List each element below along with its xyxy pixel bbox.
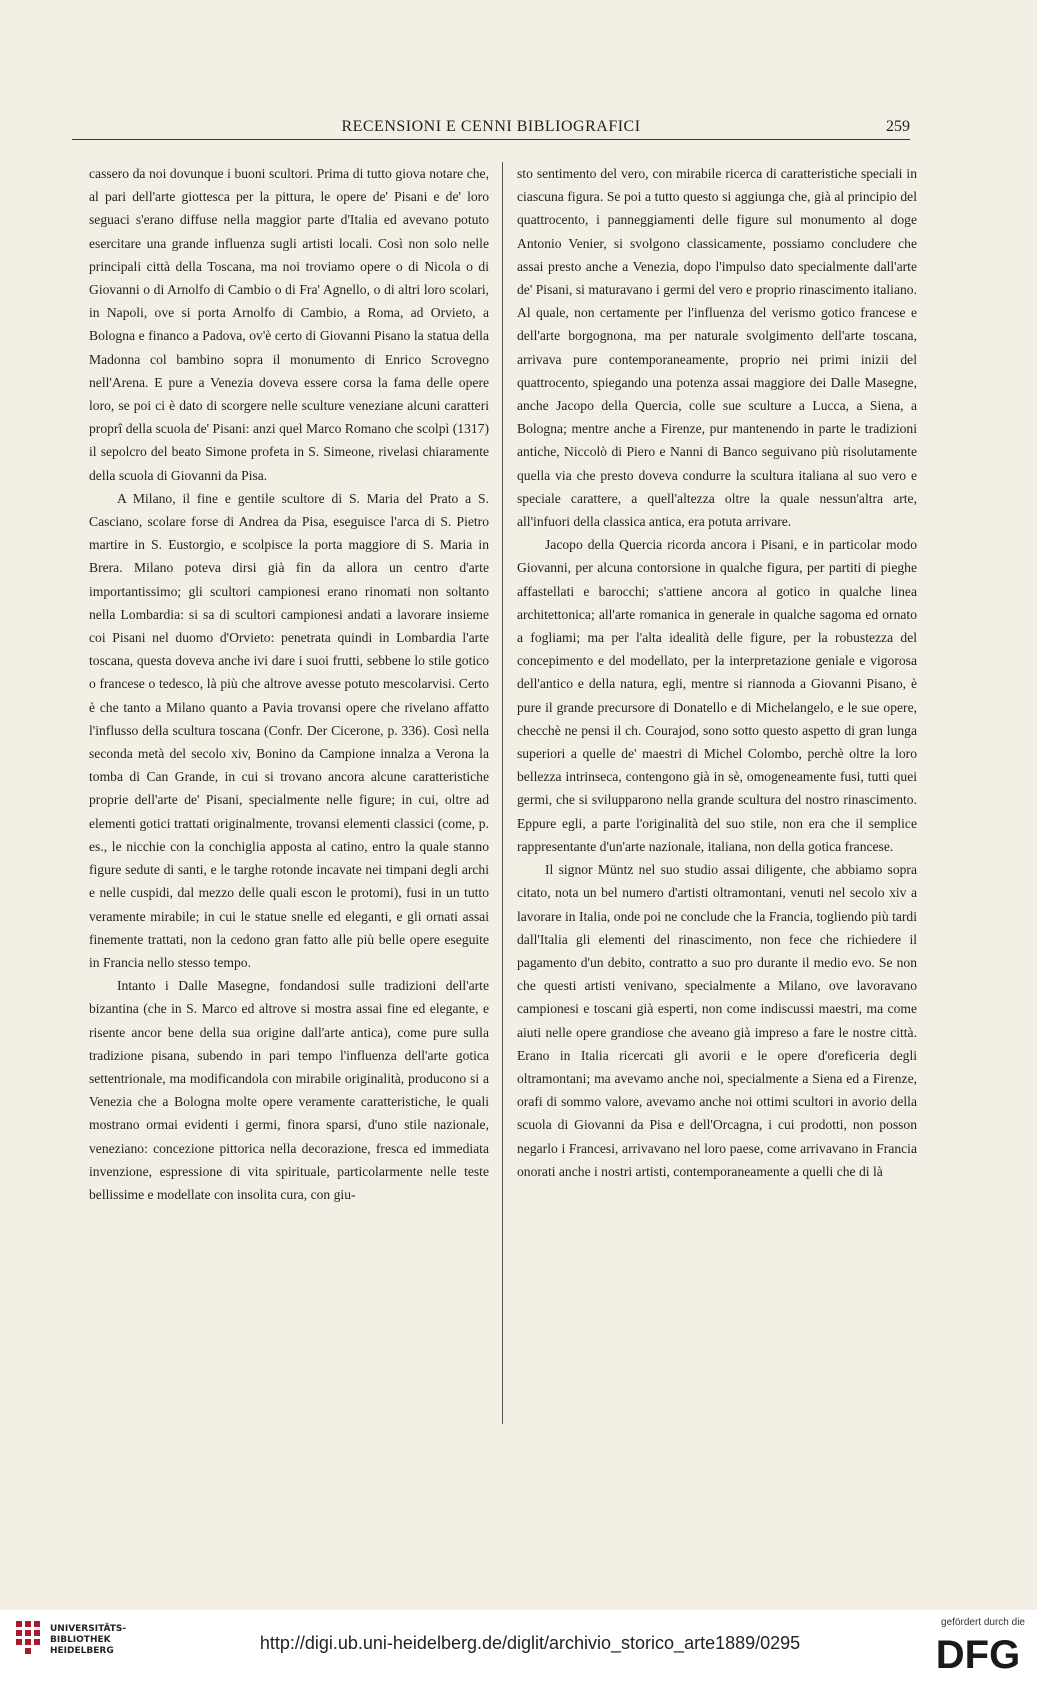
library-name-line: UNIVERSITÄTS-: [50, 1624, 127, 1634]
library-name-line: HEIDELBERG: [50, 1646, 114, 1656]
column-divider: [502, 162, 503, 1424]
page-number: 259: [886, 118, 910, 135]
library-name-line: BIBLIOTHEK: [50, 1635, 111, 1645]
running-title: RECENSIONI E CENNI BIBLIOGRAFICI: [341, 118, 641, 135]
dfg-logo-text: DFG: [935, 1633, 1021, 1672]
paragraph: Il signor Müntz nel suo studio assai diligente, che abbiamo sopra citato, nota un bel numero d'artisti oltramontani, venuti nel secolo xiv a lavorare in Italia, onde poi ne conclude che la Francia, togliendo più tardi dall'Italia gli elementi del rinascimento, non fece che richiedere il pagamento d'un debito, contratto a suo pro durante il medio evo. Se non che questi artisti venivano, specialmente a Milano, ove lavoravano campionesi e toscani già esperti, non come indiscussi maestri, ma come aiuti nelle opere grandiose che aveano già impreso a fare le nostre città. Erano in Italia ricercati gli avorii e le opere d'oreficeria degli oltramontani; ma avevamo anche noi, specialmente a Siena ed a Firenze, orafi di sommo valore, avevamo anche noi ottimi scultori in avorio della scuola di Giovanni da Pisa e dell'Orcagna, i cui prodotti, non posson negarlo i Francesi, arrivavano nel loro paese, come arrivavano in Francia onorati anche i nostri artisti, contemporaneamente a quelli che di là: [517, 862, 917, 1179]
paragraph: Jacopo della Quercia ricorda ancora i Pisani, e in particolar modo Giovanni, per alcuna contorsione in qualche figura, per partiti di pieghe affastellati e barocchi; s'attiene ancora al gotico in qualche linea architettonica; all'arte romanica in generale in qualche sagoma ed ornato a fogliami; ma per l'alta idealità delle figure, per la robustezza del concepimento e del modellato, per la interpretazione geniale e vigorosa dell'antico e della natura, egli, mentre si riannoda a Giovanni Pisano, è pure il grande precursore di Donatello e di Michelangelo, e le sue opere, checchè ne pensi il ch. Courajod, sono sotto questo aspetto di gran lunga superiori a quelle de' maestri di Michel Colombo, perchè oltre la loro bellezza intrinseca, contengono già in sè, omogeneamente fusi, tutti quei germi, che si svilupparono nella grande scultura del nostro rinascimento. Eppure egli, a parte l'originalità del suo stile, non era che il semplice rappresentante d'un'arte nazionale, italiana, non della gotica francese.: [517, 537, 917, 854]
paragraph: cassero da noi dovunque i buoni scultori. Prima di tutto giova notare che, al pari dell'arte giottesca per la pittura, le opere de' Pisani e de' loro seguaci s'erano diffuse nella maggior parte d'Italia ed avevano potuto esercitare una grande influenza sugli artisti locali. Così non solo nelle principali città della Toscana, ma noi troviamo opere o di Nicola o di Giovanni o di Arnolfo di Cambio o di Fra' Agnello, o di altri loro scolari, in Napoli, ove si porta Arnolfo di Cambio, a Roma, ad Orvieto, a Bologna e financo a Padova, ov'è certo di Giovanni Pisano la statua della Madonna col bambino sopra il monumento di Enrico Scrovegno nell'Arena. E pure a Venezia doveva essere corsa la fama delle opere loro, se poi ci è dato di scorgere nelle sculture veneziane alcuni caratteri proprî della scuola de' Pisani: anzi quel Marco Romano che scolpì (1317) il sepolcro del beato Simone profeta in S. Simeone, rivelasi chiaramente della scuola di Giovanni da Pisa.: [89, 166, 489, 483]
university-library-logo-icon: [14, 1619, 42, 1659]
left-column: [89, 162, 489, 1206]
header-rule: [72, 139, 910, 140]
paragraph: Intanto i Dalle Masegne, fondandosi sulle tradizioni dell'arte bizantina (che in S. Marco ed altrove si mostra assai fine ed elegante, e risente ancor bene della sua origine dall'arte antica), come pure sulla tradizione pisana, subendo in pari tempo l'influenza dell'arte gotica settentrionale, ma modificandola con mirabile originalità, producono si a Venezia che a Bologna molte opere veramente caratteristiche, le quali mostrano ormai evidenti i germi, finora sparsi, d'uno stile nazionale, veneziano: concezione pittorica nella decorazione, fresca ed immediata invenzione, espressione di vita spirituale, particolarmente nelle teste bellissime e modellate con insolita cura, con giu-: [89, 978, 489, 1202]
source-url-link[interactable]: http://digi.ub.uni-heidelberg.de/diglit/archivio_storico_arte1889/0295: [259, 1633, 801, 1653]
library-name: [50, 1624, 126, 1657]
dfg-logo-icon: [931, 1632, 1025, 1672]
funding-text: gefördert durch die: [941, 1617, 1025, 1628]
right-column: [517, 162, 917, 1183]
paragraph: A Milano, il fine e gentile scultore di S. Maria del Prato a S. Casciano, scolare forse di Andrea da Pisa, eseguisce l'arca di S. Pietro martire in S. Eustorgio, e scolpisce la porta maggiore di S. Maria in Brera. Milano poteva dirsi già fin da allora un centro d'arte importantissimo; gli scultori campionesi erano rinomati non soltanto nella Lombardia: si sa di scultori campionesi andati a lavorare insieme coi Pisani nel duomo d'Orvieto: penetrata quindi in Lombardia l'arte toscana, questa doveva anche ivi dare i suoi frutti, sebbene lo stile gotico o francese o tedesco, là più che altrove avesse potuto mescolarvisi. Certo è che tanto a Milano quanto a Pavia trovansi opere che rivelano affatto l'influsso della scultura toscana (Confr. Der Cicerone, p. 336). Così nella seconda metà del secolo xiv, Bonino da Campione innalza a Verona la tomba di Can Grande, in cui si trovano ancora alcune caratteristiche proprie dell'arte de' Pisani, specialmente nelle figure; in cui, oltre ad elementi gotici trattati originalmente, trovansi elementi classici (come, p. es., le nicchie con la conchiglia apposta al catino, entro la quale stanno figure sedute di santi, e le targhe rotonde incavate nei timpani degli archi e nelle cuspidi, dal mezzo delle quali escon le protomi), fusi in un tutto veramente mirabile; in cui le statue snelle ed eleganti, e gli ornati assai finemente trattati, non la cedono gran fatto alle più belle opere eseguite in Francia nello stesso tempo.: [89, 490, 489, 970]
paragraph: sto sentimento del vero, con mirabile ricerca di caratteristiche speciali in ciascuna figura. Se poi a tutto questo si aggiunga che, già al principio del quattrocento, i panneggiamenti delle figure sul monumento al doge Antonio Venier, si svolgono classicamente, possiamo concludere che assai presto anche a Venezia, dopo l'impulso dato specialmente dall'arte de' Pisani, si maturavano i germi del vero e proprio rinascimento italiano. Al quale, non certamente per l'influenza del verismo gotico francese e dell'arte borgognona, ma per naturale svolgimento dell'arte toscana, arrivava pure contemporaneamente, proprio nei primi inizii del quattrocento, spiegando una potenza assai maggiore dei Dalle Masegne, anche Jacopo della Quercia, colle sue sculture a Lucca, a Siena, a Bologna; mentre anche a Firenze, pur mantenendo in parte le tradizioni antiche, Niccolò di Piero e Nanni di Banco seguivano più risolutamente quella via che presto doveva condurre la scultura italiana al suo vero e speciale carattere, a quell'altezza oltre la quale nessun'altra arte, all'infuori della classica antica, era potuta arrivare.: [517, 166, 917, 530]
